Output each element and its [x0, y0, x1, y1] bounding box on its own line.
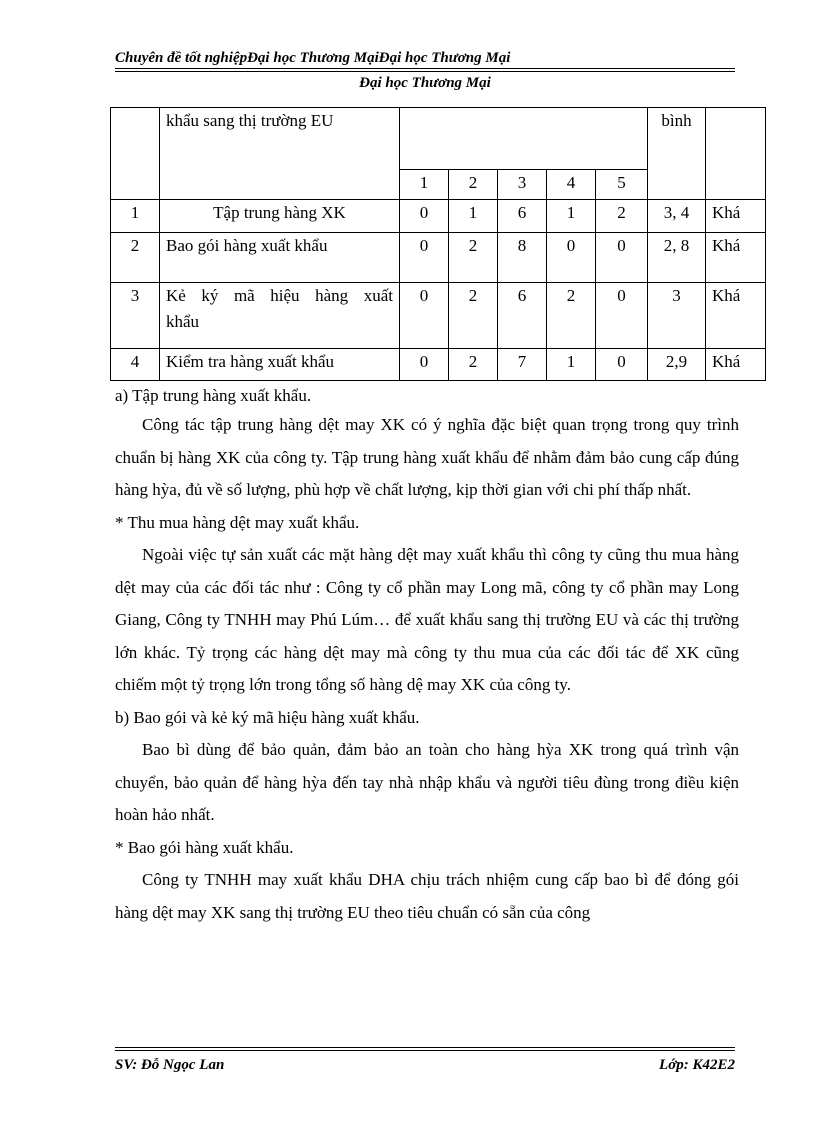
row-score: 0: [400, 233, 449, 283]
footer-divider: [115, 1047, 735, 1051]
section-heading-a: a) Tập trung hàng xuất khẩu.: [115, 386, 312, 405]
row-number: 1: [111, 200, 160, 233]
row-number: 4: [111, 349, 160, 381]
header-title: Chuyên đề tốt nghiệpĐại học Thương MạiĐại học Thương Mại: [115, 50, 511, 66]
row-score: 2: [547, 283, 596, 349]
row-average: 2, 8: [648, 233, 706, 283]
row-score: 1: [547, 200, 596, 233]
row-item: Tập trung hàng XK: [160, 200, 400, 233]
row-score: 2: [596, 200, 648, 233]
header-cell-scale: [400, 108, 648, 170]
scale-cell: 1: [400, 170, 449, 200]
row-score: 2: [449, 233, 498, 283]
header-divider: [115, 68, 735, 72]
row-score: 2: [449, 283, 498, 349]
paragraph: Công tác tập trung hàng dệt may XK có ý nghĩa đặc biệt quan trọng trong quy trình chuẩn bị hàng XK của công ty. Tập trung hàng xuất khẩu để nhằm đảm bảo cung cấp đúng hàng hỳa, đủ về số lượng, phù hợp về chất lượng, kịp thời gian với chi phí thấp nhất.: [115, 415, 739, 499]
scale-cell: 4: [547, 170, 596, 200]
subheading: * Thu mua hàng dệt may xuất khẩu.: [115, 512, 360, 532]
row-number: 2: [111, 233, 160, 283]
subheading: * Bao gói hàng xuất khẩu.: [115, 837, 294, 857]
row-average: 3: [648, 283, 706, 349]
row-score: 2: [449, 349, 498, 381]
table-row: [111, 349, 766, 381]
header-cell-rating: [706, 108, 766, 200]
row-item: Bao gói hàng xuất khẩu: [160, 233, 400, 283]
row-rating: Khá: [706, 283, 766, 349]
page-footer: [115, 1047, 735, 1075]
row-score: 6: [498, 200, 547, 233]
paragraph: Ngoài việc tự sản xuất các mặt hàng dệt may xuất khẩu thì công ty cũng thu mua hàng dệt may của các đối tác như : Công ty cổ phần may Long mã, công ty cổ phần may Long Giang, Công ty TNHH may Phú Lúm… để xuất khẩu sang thị trường EU và các thị trường lớn khác. Tỷ trọng các hàng dệt may mà công ty thu mua của các đối tác để XK cũng chiếm một tỷ trọng lớn trong tổng số hàng dệ may XK của công ty.: [115, 545, 739, 694]
row-score: 0: [400, 283, 449, 349]
header-cell-average: bình: [648, 108, 706, 200]
footer-student: SV: Đỗ Ngọc Lan: [115, 1057, 225, 1073]
row-score: 1: [449, 200, 498, 233]
row-rating: Khá: [706, 349, 766, 381]
scale-cell: 3: [498, 170, 547, 200]
row-score: 0: [400, 200, 449, 233]
row-score: 1: [547, 349, 596, 381]
body-content: [115, 383, 739, 929]
scale-cell: 5: [596, 170, 648, 200]
page-header: [115, 48, 735, 93]
row-score: 0: [400, 349, 449, 381]
row-item: [160, 283, 400, 349]
row-item: Kiểm tra hàng xuất khẩu: [160, 349, 400, 381]
row-score: 0: [596, 283, 648, 349]
row-rating: Khá: [706, 200, 766, 233]
section-heading-b: b) Bao gói và kẻ ký mã hiệu hàng xuất khẩu.: [115, 707, 420, 727]
row-score: 7: [498, 349, 547, 381]
row-score: 6: [498, 283, 547, 349]
row-average: 2,9: [648, 349, 706, 381]
table-header-row: [111, 108, 766, 170]
evaluation-table: [110, 107, 766, 381]
header-subtitle: Đại học Thương Mại: [359, 75, 491, 91]
table-row: [111, 283, 766, 349]
row-number: 3: [111, 283, 160, 349]
table-row: [111, 233, 766, 283]
row-item-line: Kẻ ký mã hiệu hàng xuất: [166, 286, 393, 305]
table-row: [111, 200, 766, 233]
row-average: 3, 4: [648, 200, 706, 233]
scale-cell: 2: [449, 170, 498, 200]
row-score: 0: [547, 233, 596, 283]
footer-class: Lớp: K42E2: [659, 1057, 735, 1073]
row-score: 0: [596, 233, 648, 283]
paragraph: Công ty TNHH may xuất khẩu DHA chịu trách nhiệm cung cấp bao bì để đóng gói hàng dệt may XK sang thị trường EU theo tiêu chuẩn có sẵn của công: [115, 870, 739, 922]
header-cell-item: khẩu sang thị trường EU: [160, 108, 400, 200]
paragraph: Bao bì dùng để bảo quản, đảm bảo an toàn cho hàng hỳa XK trong quá trình vận chuyển, bảo quản để hàng hỳa đến tay nhà nhập khẩu và người tiêu đùng trong điều kiện hoàn hảo nhất.: [115, 740, 739, 824]
row-score: 8: [498, 233, 547, 283]
header-cell-no: [111, 108, 160, 200]
row-item-line: khẩu: [166, 312, 200, 331]
row-score: 0: [596, 349, 648, 381]
row-rating: Khá: [706, 233, 766, 283]
